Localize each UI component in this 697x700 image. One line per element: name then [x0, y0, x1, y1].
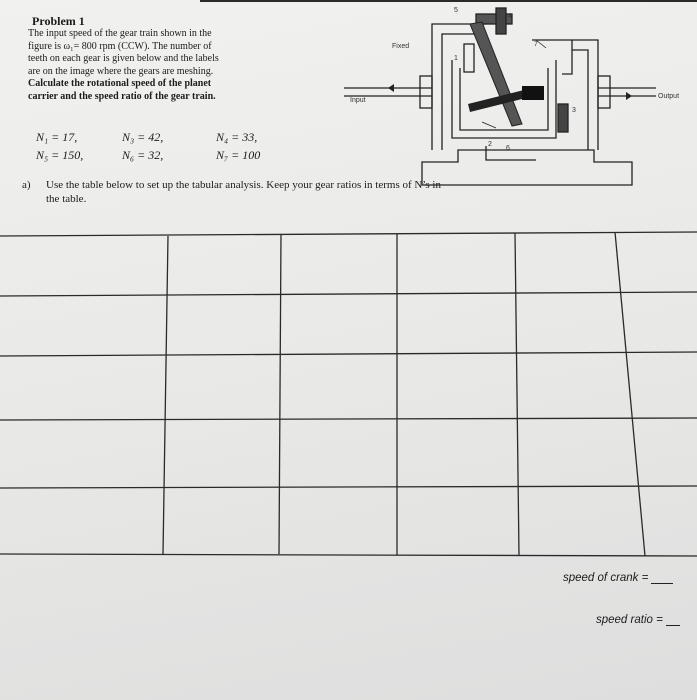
label-gear-3: 3 [572, 107, 576, 114]
label-fixed: Fixed [392, 43, 410, 50]
label-gear-7: 7 [534, 41, 538, 48]
planet-gear [522, 86, 544, 100]
input-arrow [388, 84, 394, 92]
teeth-n4: N₄ = 33, [216, 130, 258, 144]
table-col-line [615, 232, 645, 556]
label-output: Output [658, 93, 680, 100]
label-gear-5: 5 [454, 7, 458, 14]
part-a-text: Use the table below to set up the tabular analysis. Keep your gear ratios in terms of N’s in the table. [46, 179, 441, 205]
speed-of-crank-label: speed of crank = [563, 572, 649, 584]
label-input: Input [350, 97, 366, 104]
frame-right-inner [572, 50, 588, 150]
label-gear-1: 1 [454, 55, 458, 62]
teeth-n5: N₅ = 150, [36, 148, 84, 162]
speed-ratio-label: speed ratio = [596, 614, 663, 626]
problem-line: are on the image where the gears are meshing. [28, 65, 214, 77]
frame-right [572, 40, 598, 150]
table-col-line [279, 234, 281, 554]
speed-of-crank-field [563, 571, 673, 584]
problem-line: The input speed of the gear train shown in the [28, 28, 212, 39]
problem-line: figure is ω₁= 800 rpm (CCW). The number of [28, 40, 212, 52]
table-row-line [0, 292, 697, 296]
speed-ratio-blank[interactable] [666, 613, 680, 626]
part-a-marker: a) [22, 179, 31, 191]
table-row-line [0, 418, 697, 420]
table-row-line [0, 486, 697, 488]
gear-7 [532, 40, 572, 74]
speed-of-crank-blank[interactable] [651, 571, 673, 584]
speed-ratio-field [596, 613, 680, 626]
problem-title: Problem 1 [32, 14, 85, 28]
teeth-n7: N₇ = 100 [216, 148, 261, 162]
gear-3 [558, 104, 568, 132]
problem-line: teeth on each gear is given below and the labels [28, 53, 219, 65]
problem-task-line: carrier and the speed ratio of the gear train. [28, 90, 216, 102]
table-row-line [0, 232, 697, 236]
planet-arm [470, 22, 522, 126]
gear-train-diagram [336, 0, 697, 190]
label-gear-4: 4 [508, 13, 512, 20]
problem-task-line: Calculate the rotational speed of the planet [28, 78, 212, 90]
teeth-n1: N₁ = 17, [36, 130, 78, 144]
bearing-left [420, 76, 432, 108]
teeth-n3: N₃ = 42, [122, 130, 164, 144]
output-arrow [626, 92, 632, 100]
problem-statement [28, 28, 328, 104]
frame-base [422, 150, 632, 185]
label-gear-6: 6 [506, 145, 510, 152]
gear-6 [486, 146, 536, 160]
bearing-right [598, 76, 610, 108]
table-row-line [0, 352, 697, 356]
table-col-line [163, 236, 168, 554]
gear-1 [464, 44, 474, 72]
tabular-analysis-table [0, 228, 697, 558]
table-col-line [515, 233, 519, 555]
teeth-n6: N₆ = 32, [122, 148, 164, 162]
label-gear-2: 2 [488, 141, 492, 148]
gear-4 [496, 8, 506, 34]
table-row-line [0, 554, 697, 556]
